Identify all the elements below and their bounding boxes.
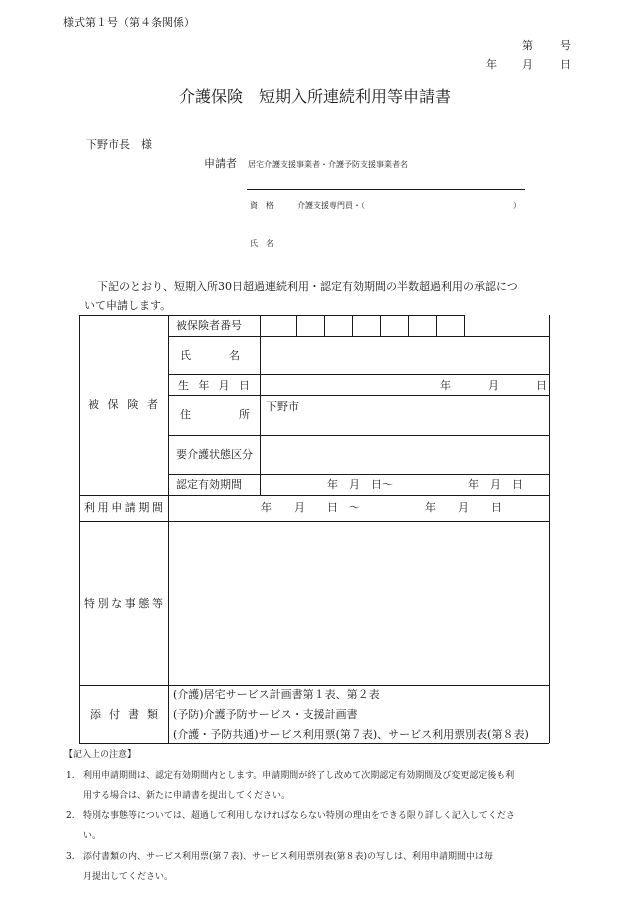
form-number: 様式第１号（第４条関係）	[63, 16, 195, 29]
number-box-divider	[436, 315, 437, 336]
row-line	[168, 395, 549, 396]
table-border-top	[79, 315, 464, 316]
attachment-item: (介護・予防共通)サービス利用票(第７表)、サービス利用票別表(第８表)	[173, 728, 529, 741]
addressee: 下野市長 様	[86, 138, 152, 151]
table-border-right	[549, 315, 550, 743]
number-box-divider	[464, 315, 465, 336]
row-line	[168, 474, 549, 475]
ref-go: 号	[560, 39, 571, 52]
name-label: 氏 名	[250, 239, 274, 248]
number-box-divider	[408, 315, 409, 336]
dob-month: 月	[488, 379, 499, 392]
table-divider-field	[260, 315, 261, 495]
note-line: 添付書類の内、サービス利用票(第７表)、サービス利用票別表(第８表)の写しは、利用申請期間中は毎	[83, 852, 494, 862]
date-month: 月	[522, 58, 533, 71]
number-box-divider	[380, 315, 381, 336]
org-label: 居宅介護支援事業者・介護予防支援事業者名	[248, 160, 408, 169]
qual-value: 介護支援専門員・（	[297, 201, 365, 210]
insured-group-label: 被 保 険 者	[88, 398, 158, 411]
special-label: 特 別 な 事 態 等	[84, 597, 163, 610]
table-border-left	[79, 315, 80, 743]
applicant-label: 申請者	[204, 157, 237, 170]
date-day: 日	[560, 58, 571, 71]
address-value: 下野市	[266, 400, 299, 413]
note-number: 1.	[66, 771, 75, 781]
attachment-item: (予防)介護予防サービス・支援計画書	[173, 708, 358, 721]
row-line	[79, 495, 549, 496]
address-label: 住 所	[180, 408, 250, 421]
row-line	[168, 435, 549, 436]
attachments-label: 添 付 書 類	[90, 708, 158, 721]
dob-day: 日	[536, 379, 547, 392]
use-to: 年 月 日	[425, 501, 502, 514]
cert-to: 年 月 日	[468, 478, 523, 491]
cert-from: 年 月 日〜	[327, 478, 393, 491]
qual-close: ）	[513, 201, 521, 210]
note-line: 用する場合は、新たに申請書を提出してください。	[83, 791, 291, 801]
ref-dai: 第	[522, 39, 533, 52]
use-from: 年 月 日 〜	[261, 501, 360, 514]
cert-period-label: 認定有効期間	[176, 478, 242, 491]
attachment-item: (介護)居宅サービス計画書第１表、第２表	[173, 688, 380, 701]
notes-heading: 【記入上の注意】	[64, 750, 137, 760]
intro-line-2: いて申請します。	[84, 299, 172, 312]
table-border-bottom	[79, 743, 549, 744]
note-line: 特別な事態等については、超過して利用しなければならない特別の理由をできる限り詳しく記入してくださ	[83, 811, 515, 821]
use-period-label: 利 用 申 請 期 間	[84, 501, 163, 514]
insured-number-label: 被保険者番号	[176, 319, 242, 332]
number-box-divider	[296, 315, 297, 336]
number-box-divider	[324, 315, 325, 336]
dob-year: 年	[440, 379, 451, 392]
intro-line-1: 下記のとおり、短期入所30日超過連続利用・認定有効期間の半数超過利用の承認につ	[97, 280, 518, 293]
note-line: い。	[83, 831, 102, 841]
row-line	[79, 521, 549, 522]
care-level-label: 要介護状態区分	[176, 448, 253, 461]
row-line	[168, 336, 549, 337]
note-number: 3.	[66, 852, 75, 862]
page-title: 介護保険 短期入所連続利用等申請書	[178, 87, 451, 106]
qual-label: 資 格	[250, 201, 274, 210]
name-field-label: 氏 名	[180, 349, 240, 362]
dob-label: 生 年 月 日	[178, 379, 250, 392]
date-year: 年	[486, 58, 497, 71]
org-underline	[247, 189, 525, 190]
row-line	[79, 685, 549, 686]
note-line: 利用申請期間は、認定有効期間内とします。申請期間が終了し改めて次期認定有効期間及び変更認定後も利	[83, 771, 515, 781]
row-line	[168, 374, 549, 375]
note-line: 月提出してください。	[83, 872, 174, 882]
number-box-divider	[352, 315, 353, 336]
table-divider-label	[168, 315, 169, 743]
note-number: 2.	[66, 811, 75, 821]
